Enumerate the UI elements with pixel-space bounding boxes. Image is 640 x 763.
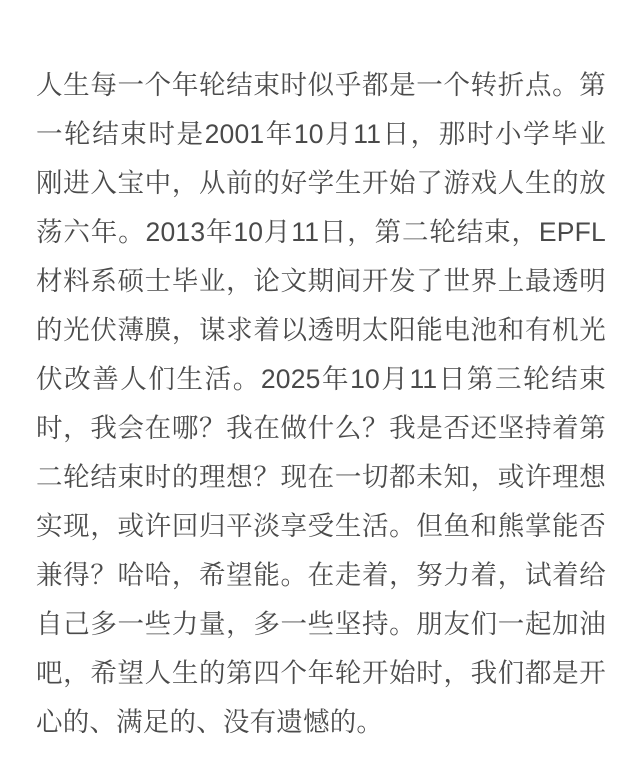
article-body-text: 人生每一个年轮结束时似乎都是一个转折点。第一轮结束时是2001年10月11日，那时小学毕业刚进入宝中，从前的好学生开始了游戏人生的放荡六年。2013年10月11日，第二轮结束，EPFL材料系硕士毕业，论文期间开发了世界上最透明的光伏薄膜，谋求着以透明太阳能电池和有机光伏改善人们生活。2025年10月11日第三轮结束时，我会在哪？我在做什么？我是否还坚持着第二轮结束时的理想？现在一切都未知，或许理想实现，或许回归平淡享受生活。但鱼和熊掌能否兼得？哈哈，希望能。在走着，努力着，试着给自己多一些力量，多一些坚持。朋友们一起加油吧，希望人生的第四个年轮开始时，我们都是开心的、满足的、没有遗憾的。: [36, 69, 606, 737]
